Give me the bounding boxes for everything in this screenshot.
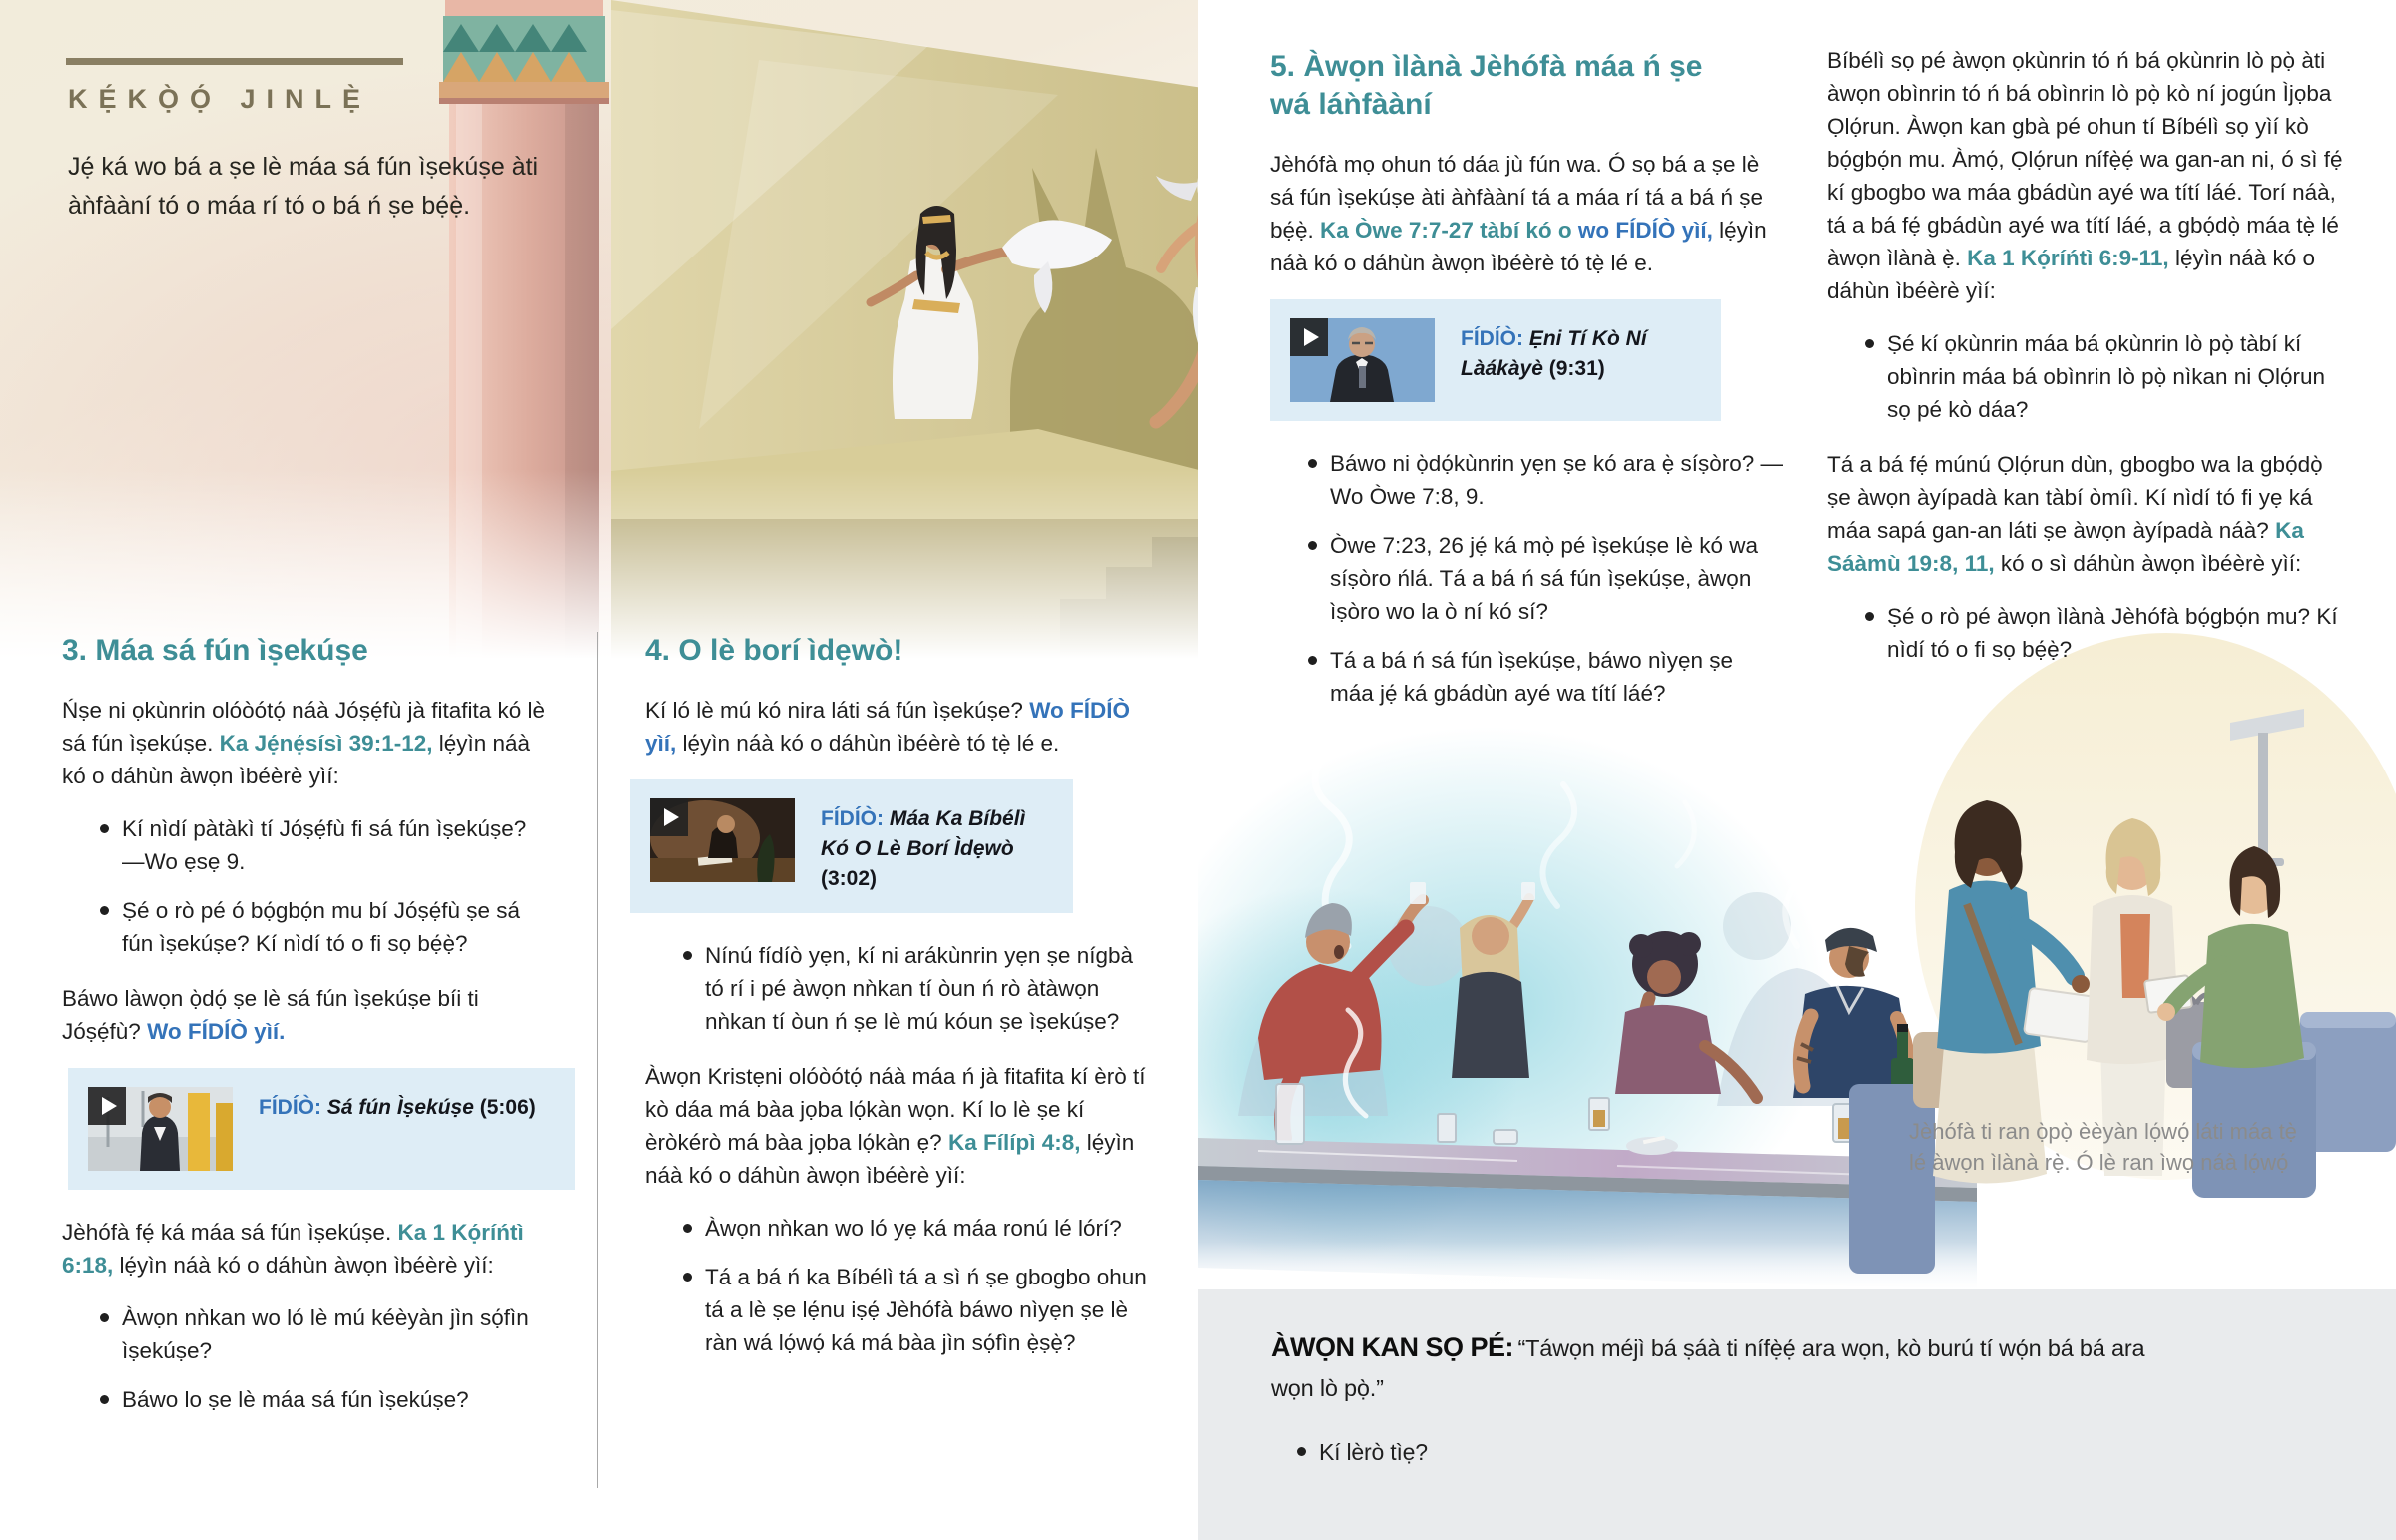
right-page: [1198, 0, 2396, 1540]
list-item: Tá a bá ń sá fún ìṣekúṣe, báwo nìyẹn ṣe máa jẹ́ ká gbádùn ayé wa títí láé?: [1270, 644, 1783, 710]
video-box-eni-ti-ko-ni-laakaye[interactable]: [1270, 299, 1721, 421]
play-triangle: [664, 808, 679, 826]
play-icon[interactable]: [88, 1087, 126, 1125]
video-link[interactable]: wo FÍDÍÒ yìí,: [1577, 218, 1713, 243]
video-thumbnail[interactable]: [650, 798, 795, 882]
question-list: [645, 939, 1152, 1038]
list-item: Ṣé o rò pé àwọn ìlànà Jèhófà bọ́gbọ́n mu? Kí nìdí tó o fi sọ bẹ́ẹ̀?: [1827, 600, 2352, 666]
illustration-caption: Jèhófà ti ran ọ̀pọ̀ èèyàn lọ́wọ́ láti máa tẹ̀ lé àwọn ìlànà rẹ̀. Ó lè ran ìwọ náà lọ́wọ́: [1909, 1119, 2297, 1175]
list-item: Ṣé kí ọkùnrin máa bá ọkùnrin lò pọ̀ tàbí kí obìnrin máa bá obìnrin lò pọ̀ nìkan ni Ọlọ́run sọ pé kò dáa?: [1827, 327, 2352, 426]
scripture-link-1corinthians[interactable]: Ka 1 Kọ́ríńtì 6:18,: [62, 1220, 524, 1278]
hero-illustration: [0, 0, 1203, 659]
quote-text: ÀWỌN KAN SỌ PÉ: “Táwọn méjì bá ṣáà ti nífẹ̀ẹ́ ara wọn, kò burú tí wọ́n bá bá ara wọn lò pọ̀.”: [1271, 1332, 2145, 1401]
list-item: Àwọn nǹkan wo ló yẹ ká máa ronú lé lórí?: [645, 1212, 1152, 1245]
quote-heading: ÀWỌN KAN SỌ PÉ:: [1271, 1332, 1514, 1362]
paragraph: Bíbélì sọ pé àwọn ọkùnrin tó ń bá ọkùnrin lò pọ̀ àti àwọn obìnrin tó ń bá obìnrin lò pọ̀ kò ní jogún Ìjọba Ọlọ́run. Àwọn kan gbà pé ohun tí Bíbélì sọ yìí kò bọ́gbọ́n mu. Àmọ́, Ọlọ́run nífẹ̀ẹ́ wa gan-an ni, ó sì fẹ́ kí gbogbo wa máa gbádùn ayé wa títí láé. Torí náà, tá a bá fẹ́ gbádùn ayé wa títí láé, a gbọ́dọ̀ máa tẹ̀ lé àwọn ìlànà ẹ̀. Ka 1 Kọ́ríńtì 6:9-11, lẹ́yìn náà kó o dáhùn ìbéèrè yìí:: [1827, 48, 2343, 303]
lesson-intro: Jẹ́ ká wo bá a ṣe lè máa sá fún ìṣekúṣe àti àǹfààní tó o máa rí tó o bá ń ṣe bẹ́ẹ̀.: [68, 153, 539, 220]
paragraph: Ńṣe ni ọkùnrin olóòótọ́ náà Jóṣẹ́fù jà fitafita kó lè sá fún ìṣekúṣe. Ka Jẹ́nẹ́sísì 39:1-12, lẹ́yìn náà kó o dáhùn àwọn ìbéèrè yìí:: [62, 698, 546, 788]
question-list: [62, 1301, 551, 1416]
question-list: [645, 1212, 1152, 1359]
scripture-link-proverbs[interactable]: Ka Òwe 7:7-27 tàbí kó o: [1320, 218, 1578, 243]
question-list: [1270, 447, 1783, 710]
question-list: [1827, 600, 2352, 666]
video-label: FÍDÍÒ: Ẹni Tí Kò Ní Làákàyè (9:31): [1461, 327, 1647, 380]
video-thumbnail[interactable]: [1290, 318, 1435, 402]
section-4: [645, 632, 1152, 1381]
list-item: Tá a bá ń ka Bíbélì tá a sì ń ṣe gbogbo ohun tá a lè ṣe lẹ́nu iṣẹ́ Jèhófà báwo nìyẹn ṣe lè ràn wá lọ́wọ́ ká má bàa jìn sọ́fìn ẹ̀ṣẹ̀?: [645, 1261, 1152, 1359]
list-item: Kí nìdí pàtàkì tí Jóṣẹ́fù fi sá fún ìṣekúṣe? —Wo ẹsẹ 9.: [62, 812, 551, 878]
scripture-link-philippians[interactable]: Ka Fílípì 4:8,: [947, 1130, 1081, 1155]
video-link[interactable]: Wo FÍDÍÒ yìí,: [645, 698, 1131, 756]
column-divider: [597, 632, 598, 1488]
video-box-sa-fun-isekuse[interactable]: [68, 1068, 575, 1190]
scripture-link-1corinthians-6-9[interactable]: Ka 1 Kọ́ríńtì 6:9-11,: [1967, 246, 2169, 270]
paragraph: Jèhófà mọ ohun tó dáa jù fún wa. Ó sọ bá a ṣe lè sá fún ìṣekúṣe àti àǹfààní tá a máa rí tá a bá ń ṣe bẹ́ẹ̀. Ka Òwe 7:7-27 tàbí kó o wo FÍDÍÒ yìí, lẹ́yìn náà kó o dáhùn àwọn ìbéèrè tó tẹ̀ lé e.: [1270, 152, 1767, 275]
play-triangle: [102, 1097, 117, 1115]
question-list: [1827, 327, 2352, 426]
congregation-scene-illustration: [1849, 615, 2396, 1278]
list-item: Àwọn nǹkan wo ló lè mú kéèyàn jìn sọ́fìn ìṣekúṣe?: [62, 1301, 551, 1367]
video-box-maa-ka-bibeli[interactable]: [630, 779, 1073, 913]
section-3-title: 3. Máa sá fún ìṣekúṣe: [62, 634, 368, 667]
paragraph: Báwo làwọn ọ̀dọ́ ṣe lè sá fún ìṣekúṣe bíi ti Jóṣẹ́fù? Wo FÍDÍÒ yìí.: [62, 986, 479, 1044]
section-5: [1270, 48, 1783, 732]
paragraph: Jèhófà fẹ́ ká máa sá fún ìṣekúṣe. Ka 1 Kọ́ríńtì 6:18, lẹ́yìn náà kó o dáhùn àwọn ìbéèrè yìí:: [62, 1220, 524, 1278]
kicker-label: KẸ́KỌ̀Ọ́ JINLẸ̀: [68, 84, 372, 114]
play-icon[interactable]: [650, 798, 688, 836]
video-label: FÍDÍÒ: Máa Ka Bíbélì Kó O Lè Borí Ìdẹwò (3:02): [821, 807, 1026, 890]
quote-question-list: [1271, 1436, 2336, 1468]
play-triangle: [1304, 328, 1319, 346]
section-3: [62, 632, 551, 1438]
paragraph: Kí ló lè mú kó nira láti sá fún ìṣekúṣe? Wo FÍDÍÒ yìí, lẹ́yìn náà kó o dáhùn ìbéèrè tó tẹ̀ lé e.: [645, 698, 1131, 756]
play-icon[interactable]: [1290, 318, 1328, 356]
list-item: Báwo lo ṣe lè máa sá fún ìṣekúṣe?: [62, 1383, 551, 1416]
scripture-link-genesis[interactable]: Ka Jẹ́nẹ́sísì 39:1-12,: [219, 731, 433, 756]
video-thumbnail[interactable]: [88, 1087, 233, 1171]
question-list: [62, 812, 551, 960]
some-say-box: [1198, 1289, 2396, 1540]
section-5-title: 5. Àwọn ìlànà Jèhófà máa ń ṣe wá láǹfààní: [1270, 50, 1703, 121]
list-item: Báwo ni ọ̀dọ́kùnrin yẹn ṣe kó ara ẹ̀ síṣòro? —Wo Òwe 7:8, 9.: [1270, 447, 1783, 513]
paragraph: Àwọn Kristẹni olóòótọ́ náà máa ń jà fitafita kí èrò tí kò dáa má bàa jọba lọ́kàn wọn. Kí lo lè ṣe kí èròkérò má bàa jọba lọ́kàn ẹ? Ka Fílípì 4:8, lẹ́yìn náà kó o dáhùn àwọn ìbéèrè yìí:: [645, 1064, 1146, 1188]
section-4-title: 4. O lè borí ìdẹwò!: [645, 634, 903, 667]
kicker-rule: [66, 58, 403, 65]
list-item: Kí lèrò tìẹ?: [1271, 1436, 2336, 1468]
list-item: Òwe 7:23, 26 jẹ́ ká mọ̀ pé ìṣekúṣe lè kó wa síṣòro ńlá. Tá a bá ń sá fún ìṣekúṣe, àwọn ìṣòro wo la ò ní kó sí?: [1270, 529, 1783, 628]
list-item: Ṣé o rò pé ó bọ́gbọ́n mu bí Jóṣẹ́fù ṣe sá fún ìṣekúṣe? Kí nìdí tó o fi sọ bẹ́ẹ̀?: [62, 894, 551, 960]
video-label: FÍDÍÒ: Sá fún Ìṣekúṣe (5:06): [259, 1096, 536, 1119]
paragraph: Tá a bá fẹ́ múnú Ọlọ́run dùn, gbogbo wa la gbọ́dọ̀ ṣe àwọn àyípadà kan tàbí òmíì. Kí nìdí tó fi yẹ ká máa sapá gan-an láti ṣe àwọn àyípadà náà? Ka Sáàmù 19:8, 11, kó o sì dáhùn àwọn ìbéèrè yìí:: [1827, 452, 2323, 576]
list-item: Nínú fídíò yẹn, kí ni arákùnrin yẹn ṣe nígbà tó rí i pé àwọn nǹkan tí òun ń rò àtàwọn nǹkan tí òun ń ṣe lè mú kóun ṣe ìṣekúṣe?: [645, 939, 1152, 1038]
video-link[interactable]: Wo FÍDÍÒ yìí.: [147, 1019, 286, 1044]
section-5-continued: [1827, 44, 2352, 688]
scripture-link-psalm[interactable]: Ka Sáàmù 19:8, 11,: [1827, 518, 2304, 576]
